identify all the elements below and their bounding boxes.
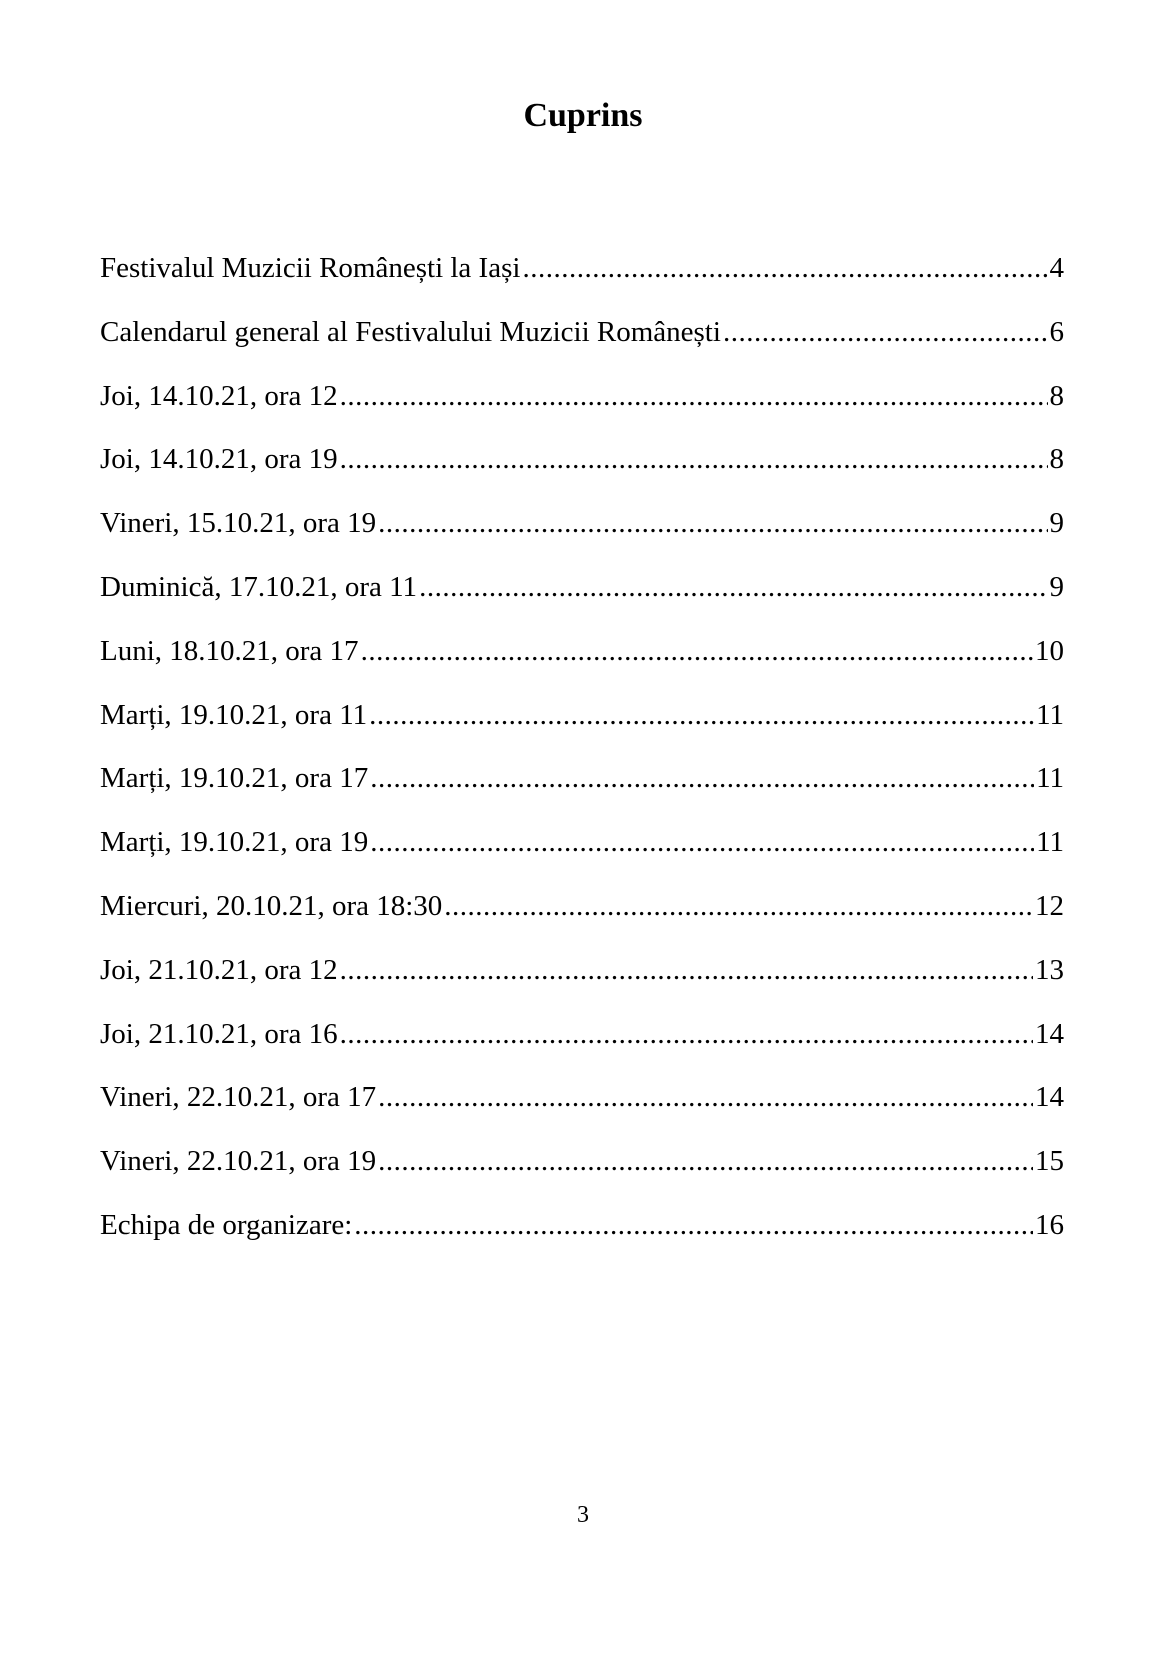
toc-entry-label: Duminică, 17.10.21, ora 11 xyxy=(100,570,418,603)
toc-entry-joi-21-ora-16[interactable] xyxy=(100,1016,1064,1080)
toc-entry-page: 4 xyxy=(1049,252,1064,284)
toc-entry-page: 16 xyxy=(1035,1208,1064,1241)
toc-entry-label: Joi, 14.10.21, ora 12 xyxy=(100,379,338,412)
toc-entry-label: Calendarul general al Festivalului Muzicii Românești xyxy=(100,315,721,348)
toc-entry-page: 8 xyxy=(1049,379,1064,412)
toc-entry-page: 11 xyxy=(1036,762,1064,795)
toc-dot-leader xyxy=(369,697,1034,733)
toc-entry-label: Vineri, 15.10.21, ora 19 xyxy=(100,507,377,540)
toc-dot-leader xyxy=(419,569,1047,605)
table-of-contents xyxy=(100,250,1064,1271)
toc-entry-echipa-de-organizare[interactable] xyxy=(100,1207,1064,1271)
toc-dot-leader xyxy=(723,314,1048,350)
toc-dot-leader xyxy=(378,505,1047,541)
toc-entry-page: 14 xyxy=(1035,1081,1064,1114)
toc-dot-leader xyxy=(354,1207,1033,1243)
toc-dot-leader xyxy=(378,1143,1033,1179)
toc-entry-page: 9 xyxy=(1049,507,1064,540)
toc-dot-leader xyxy=(378,1079,1033,1115)
toc-entry-label: Marți, 19.10.21, ora 17 xyxy=(100,762,369,795)
toc-dot-leader xyxy=(340,378,1048,414)
toc-entry-vineri-22-ora-19[interactable] xyxy=(100,1143,1064,1207)
toc-dot-leader xyxy=(444,888,1033,924)
toc-entry-label: Festivalul Muzicii Românești la Iași xyxy=(100,252,521,284)
toc-entry-page: 6 xyxy=(1049,315,1064,348)
toc-entry-page: 10 xyxy=(1035,634,1064,667)
toc-entry-page: 9 xyxy=(1049,570,1064,603)
toc-entry-label: Marți, 19.10.21, ora 19 xyxy=(100,826,369,859)
toc-entry-page: 12 xyxy=(1035,889,1064,922)
toc-entry-joi-21-ora-12[interactable] xyxy=(100,952,1064,1016)
toc-dot-leader xyxy=(340,952,1033,988)
toc-entry-label: Miercuri, 20.10.21, ora 18:30 xyxy=(100,889,443,922)
toc-entry-duminica-17-ora-11[interactable] xyxy=(100,569,1064,633)
toc-dot-leader xyxy=(361,633,1033,669)
toc-dot-leader xyxy=(522,250,1047,286)
toc-entry-label: Vineri, 22.10.21, ora 17 xyxy=(100,1081,377,1114)
toc-entry-luni-18-ora-17[interactable] xyxy=(100,633,1064,697)
toc-entry-joi-14-ora-19[interactable] xyxy=(100,441,1064,505)
toc-entry-label: Vineri, 22.10.21, ora 19 xyxy=(100,1145,377,1178)
toc-entry-label: Luni, 18.10.21, ora 17 xyxy=(100,634,359,667)
toc-entry-calendarul[interactable] xyxy=(100,314,1064,378)
toc-entry-page: 13 xyxy=(1035,953,1064,986)
toc-dot-leader xyxy=(370,760,1034,796)
toc-entry-marti-19-ora-19[interactable] xyxy=(100,824,1064,888)
toc-entry-label: Marți, 19.10.21, ora 11 xyxy=(100,698,368,731)
toc-entry-label: Joi, 14.10.21, ora 19 xyxy=(100,443,338,476)
toc-entry-festivalul[interactable] xyxy=(100,250,1064,314)
toc-dot-leader xyxy=(340,441,1048,477)
toc-entry-vineri-22-ora-17[interactable] xyxy=(100,1079,1064,1143)
toc-entry-page: 8 xyxy=(1049,443,1064,476)
toc-dot-leader xyxy=(340,1016,1033,1052)
toc-entry-vineri-15-ora-19[interactable] xyxy=(100,505,1064,569)
page-number: 3 xyxy=(577,1502,589,1528)
toc-entry-label: Joi, 21.10.21, ora 12 xyxy=(100,953,338,986)
toc-entry-joi-14-ora-12[interactable] xyxy=(100,378,1064,442)
toc-entry-page: 14 xyxy=(1035,1017,1064,1050)
toc-dot-leader xyxy=(370,824,1034,860)
toc-entry-page: 15 xyxy=(1035,1145,1064,1178)
toc-entry-page: 11 xyxy=(1036,698,1064,731)
page-title: Cuprins xyxy=(523,97,643,134)
toc-entry-label: Echipa de organizare: xyxy=(100,1208,353,1241)
toc-entry-page: 11 xyxy=(1036,826,1064,859)
toc-entry-marti-19-ora-11[interactable] xyxy=(100,697,1064,761)
toc-entry-miercuri-20-ora-1830[interactable] xyxy=(100,888,1064,952)
toc-entry-marti-19-ora-17[interactable] xyxy=(100,760,1064,824)
toc-entry-label: Joi, 21.10.21, ora 16 xyxy=(100,1017,338,1050)
